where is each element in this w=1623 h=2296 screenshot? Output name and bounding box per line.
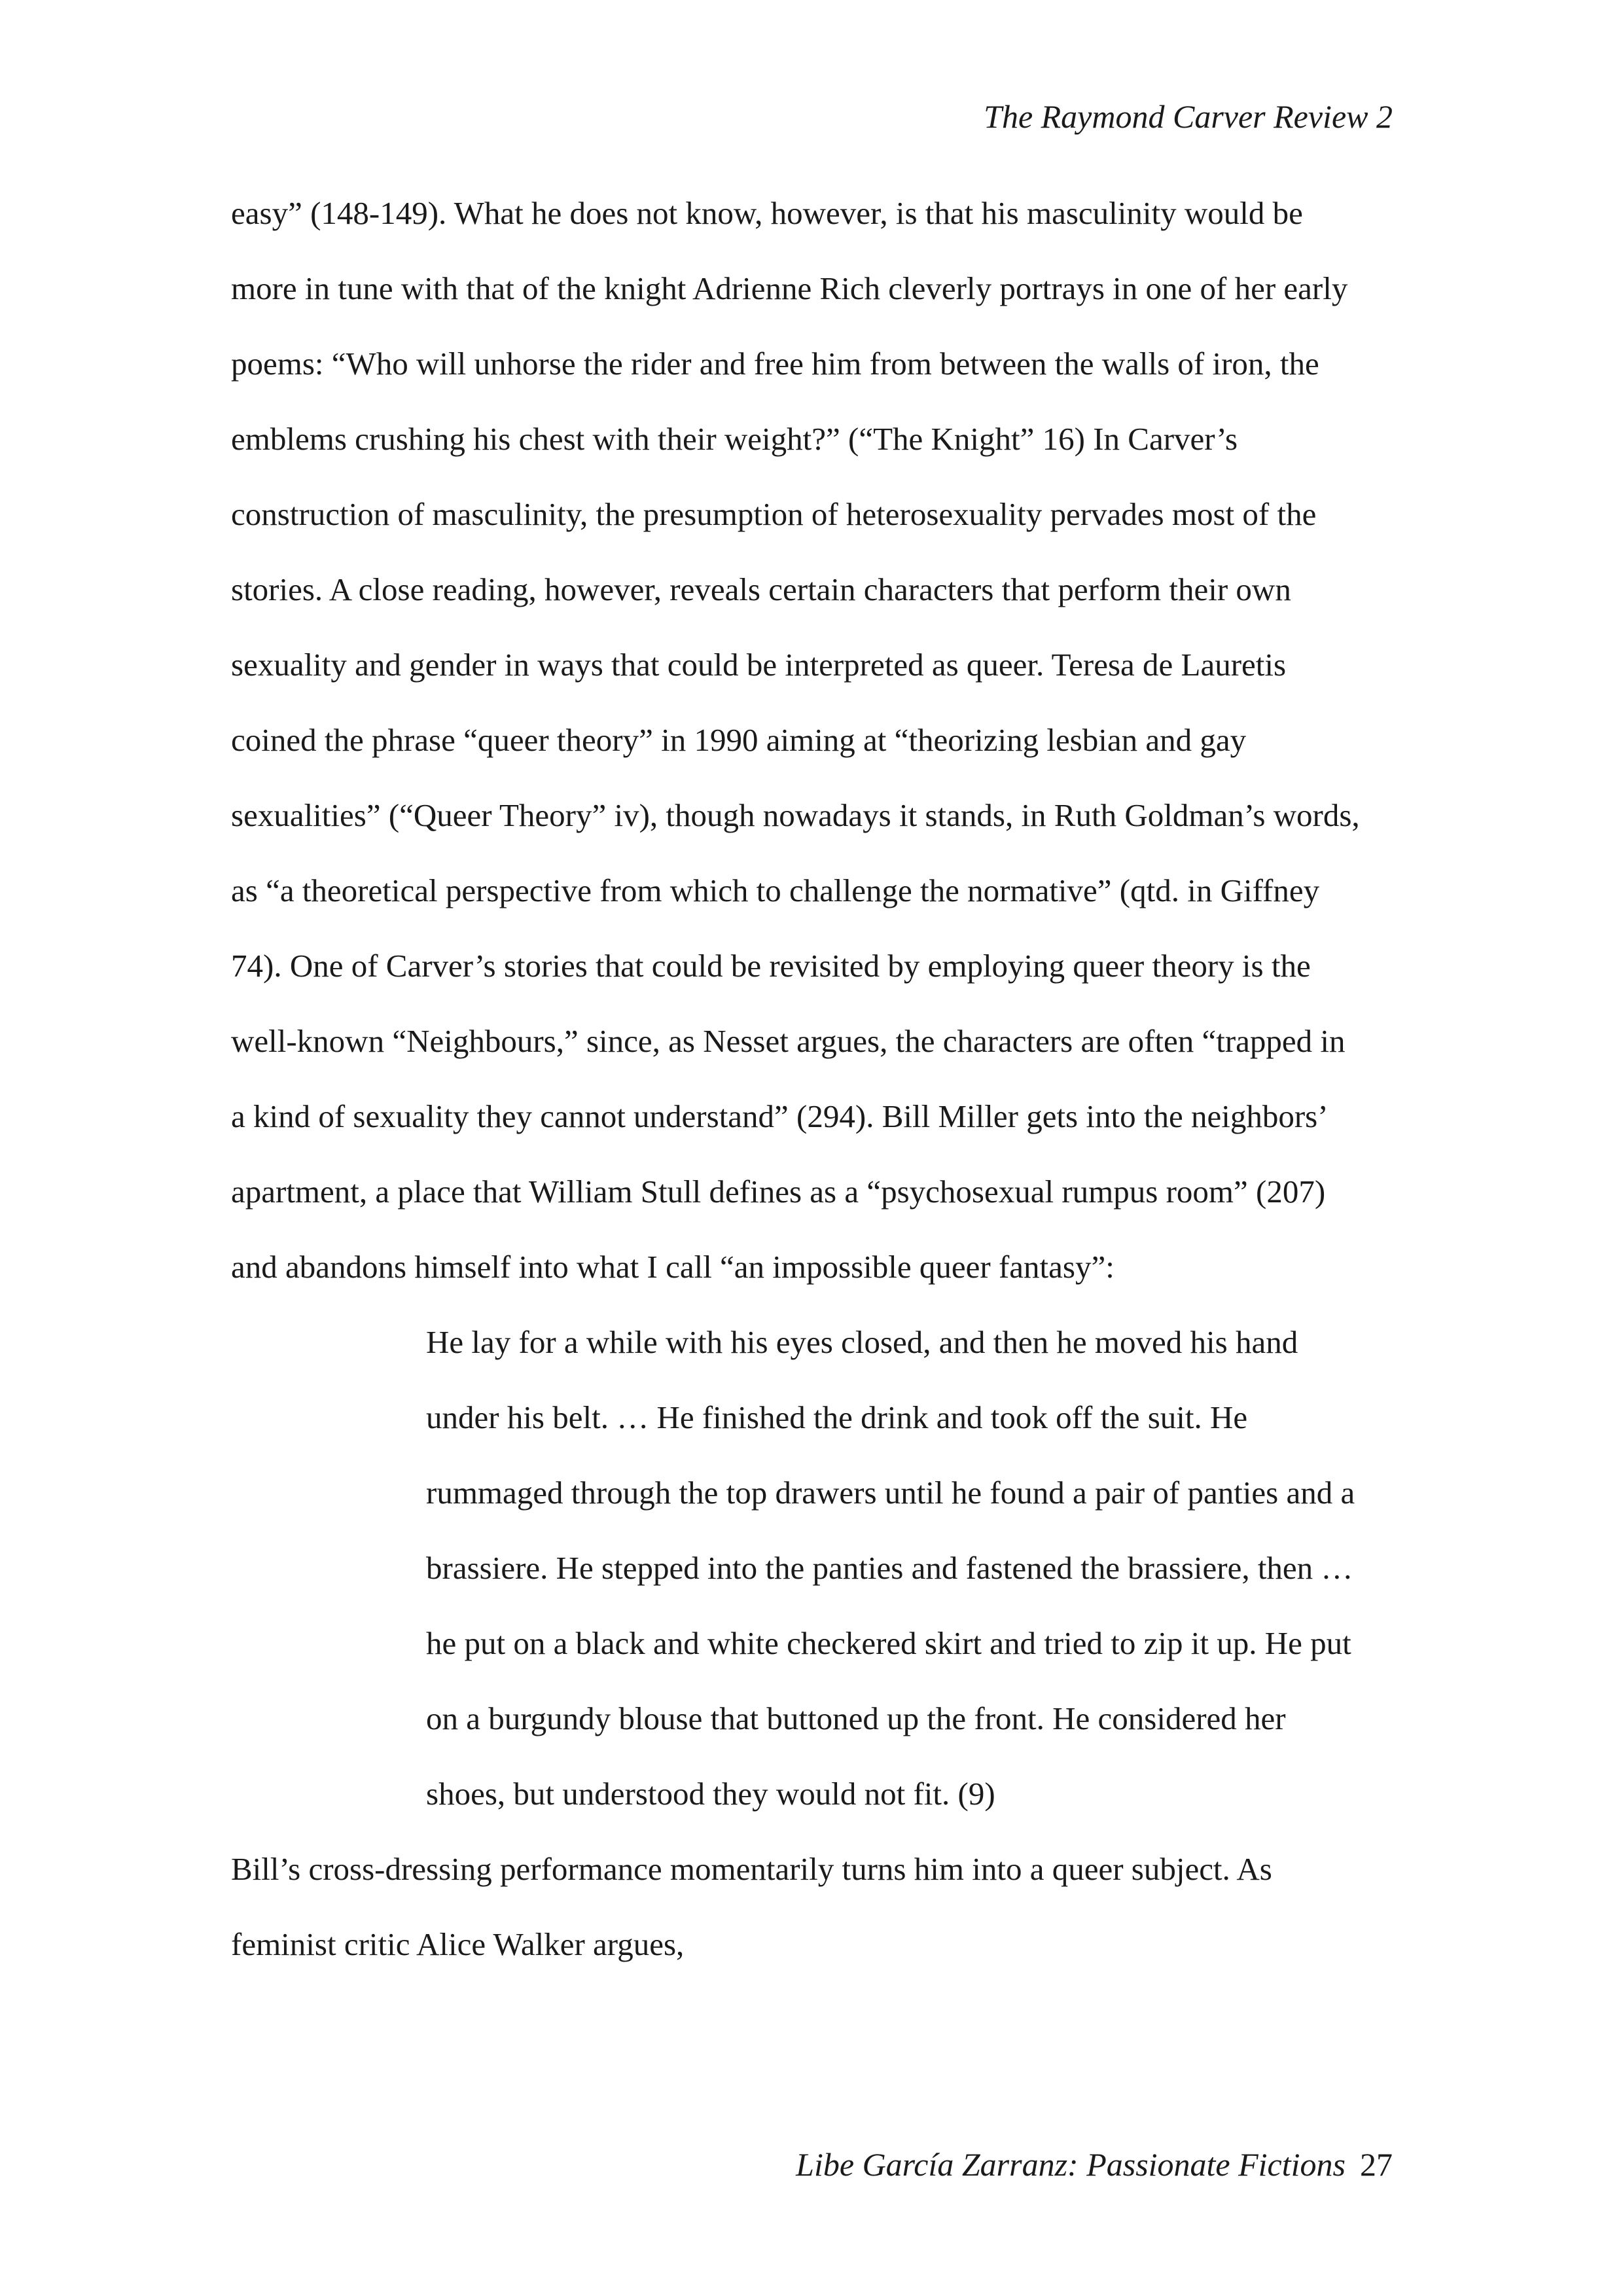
text-line: easy” (148-149). What he does not know, however, is that his masculinity would be	[231, 195, 1303, 231]
running-header: The Raymond Carver Review 2	[984, 98, 1393, 135]
quote-line: rummaged through the top drawers until he found a pair of panties and a	[426, 1475, 1355, 1511]
footer-title: Libe García Zarranz: Passionate Fictions	[796, 2146, 1346, 2183]
quote-line: under his belt. … He finished the drink and took off the suit. He	[426, 1399, 1248, 1435]
text-line: Bill’s cross-dressing performance momentarily turns him into a queer subject. As	[231, 1851, 1272, 1887]
quote-line: he put on a black and white checkered skirt and tried to zip it up. He put	[426, 1625, 1351, 1661]
text-line: sexualities” (“Queer Theory” iv), though nowadays it stands, in Ruth Goldman’s words,	[231, 797, 1360, 833]
running-footer	[796, 2145, 1393, 2184]
text-line: apartment, a place that William Stull defines as a “psychosexual rumpus room” (207)	[231, 1174, 1326, 1210]
quote-line: He lay for a while with his eyes closed, and then he moved his hand	[426, 1324, 1298, 1360]
text-line: coined the phrase “queer theory” in 1990 aiming at “theorizing lesbian and gay	[231, 722, 1247, 758]
text-line: feminist critic Alice Walker argues,	[231, 1926, 685, 1962]
text-line: and abandons himself into what I call “an impossible queer fantasy”:	[231, 1249, 1115, 1285]
text-line: emblems crushing his chest with their weight?” (“The Knight” 16) In Carver’s	[231, 421, 1238, 457]
quote-line: brassiere. He stepped into the panties and fastened the brassiere, then …	[426, 1550, 1353, 1586]
text-line: 74). One of Carver’s stories that could be revisited by employing queer theory is the	[231, 948, 1311, 984]
text-line: sexuality and gender in ways that could be interpreted as queer. Teresa de Lauretis	[231, 647, 1287, 683]
text-line: well-known “Neighbours,” since, as Nesset argues, the characters are often “trapped in	[231, 1023, 1346, 1059]
text-line: stories. A close reading, however, reveals certain characters that perform their own	[231, 571, 1291, 607]
quote-line: shoes, but understood they would not fit. (9)	[426, 1776, 995, 1812]
text-line: more in tune with that of the knight Adrienne Rich cleverly portrays in one of her early	[231, 270, 1348, 306]
text-line: construction of masculinity, the presumption of heterosexuality pervades most of the	[231, 496, 1317, 532]
page-number: 27	[1360, 2146, 1393, 2183]
quote-line: on a burgundy blouse that buttoned up the front. He considered her	[426, 1700, 1286, 1736]
text-line: a kind of sexuality they cannot understand” (294). Bill Miller gets into the neighbors’	[231, 1098, 1329, 1134]
text-line: poems: “Who will unhorse the rider and free him from between the walls of iron, the	[231, 346, 1319, 382]
text-line: as “a theoretical perspective from which to challenge the normative” (qtd. in Giffney	[231, 872, 1320, 908]
